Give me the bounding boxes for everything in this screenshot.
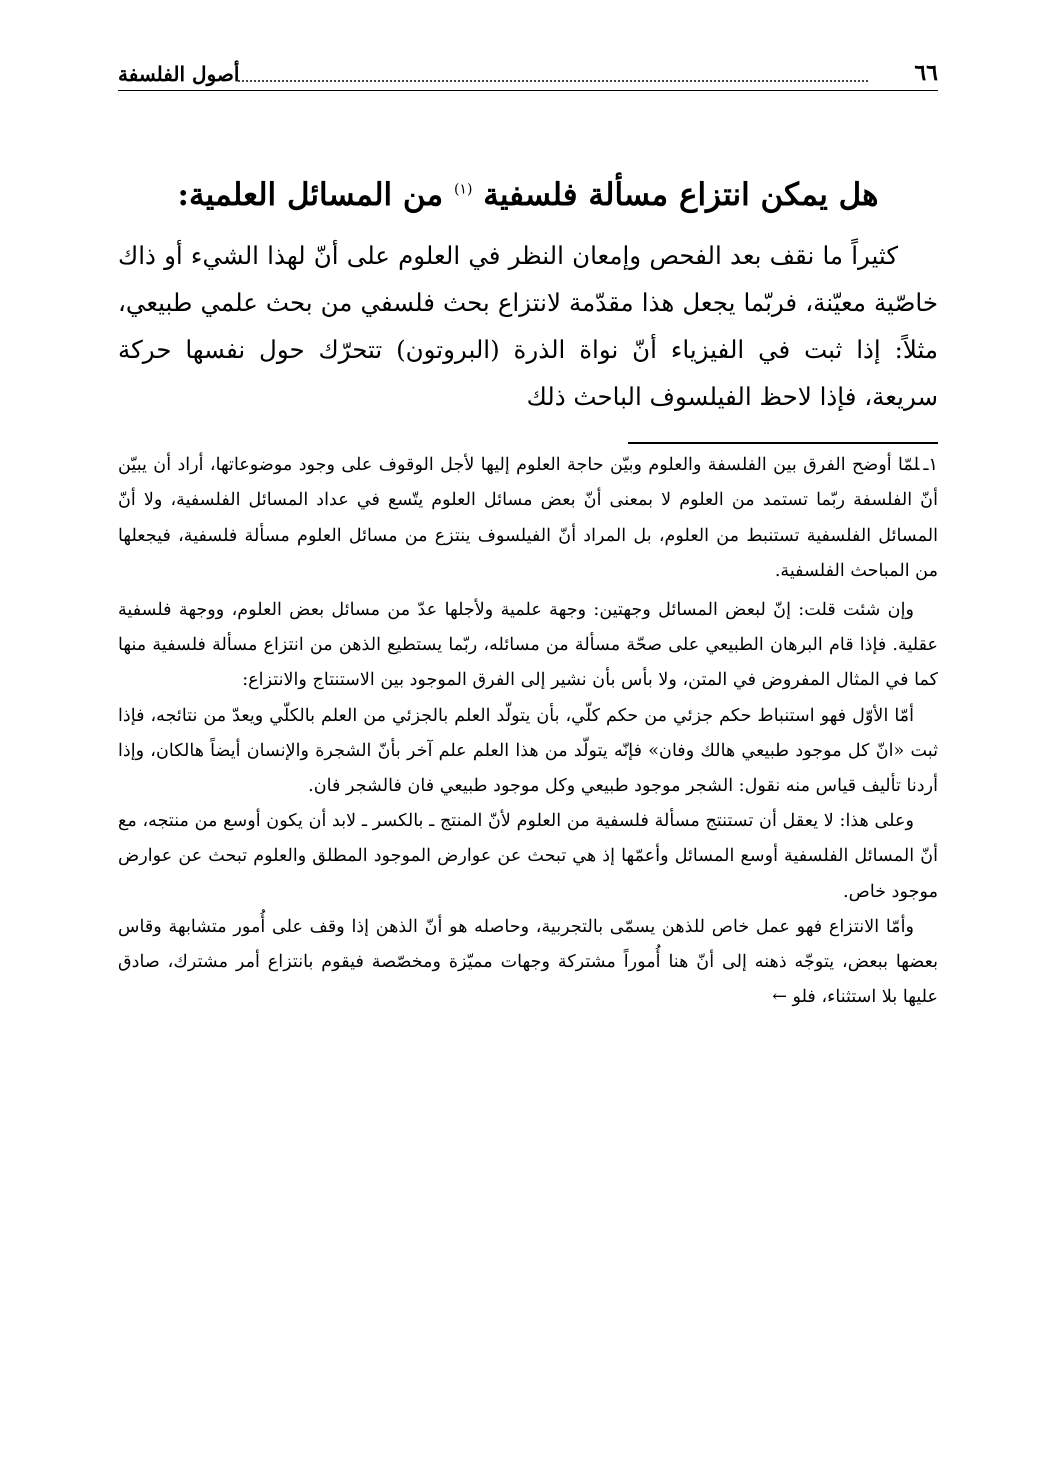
footnote-paragraph-text: لمّا أوضح الفرق بين الفلسفة والعلوم وبيّن حاجة العلوم إليها لأجل الوقوف على وجود موضوعاتها، أراد أن يبيّن أنّ الفلسفة ربّما تستمد من العلوم لا بمعنى أنّ بعض مسائل العلوم يتّسع في عداد المسائل الفلسفية، ولا أنّ المسائل الفلسفية تستنبط من العلوم، بل المراد أنّ الفيلسوف ينتزع من مسائل العلوم مسألة فلسفية، فيجعلها من المباحث الفلسفية. — [118, 455, 938, 581]
header-dotted-leader — [238, 80, 868, 82]
section-title-text: هل يمكن انتزاع مسألة فلسفية — [483, 177, 879, 213]
running-title: أصول الفلسفة — [118, 62, 240, 86]
page-number: ٦٦ — [914, 60, 938, 86]
footnote-paragraph-4: وعلى هذا: لا يعقل أن تستنتج مسألة فلسفية من العلوم لأنّ المنتج ـ بالكسر ـ لابد أن يكون أوسع من منتجه، مع أنّ المسائل الفلسفية أوسع المسائل وأعمّها إذ هي تبحث عن عوارض الموجود المطلق والعلوم تبحث عن عوارض موجود خاص. — [118, 811, 938, 902]
footnote-paragraph-5: وأمّا الانتزاع فهو عمل خاص للذهن يسمّى بالتجربية، وحاصله هو أنّ الذهن إذا وقف على أُمور متشابهة وقاس بعضها ببعض، يتوجّه ذهنه إلى أنّ هنا أُموراً مشتركة وجهات مميّزة ومخصّصة فيقوم بانتزاع أمر مشترك، صادق عليها بلا استثناء، فلو ← — [118, 916, 938, 1008]
footnote-paragraph-1 — [118, 448, 938, 589]
main-paragraph: كثيراً ما نقف بعد الفحص وإمعان النظر في العلوم على أنّ لهذا الشيء أو ذاك خاصّية معيّنة، فربّما يجعل هذا مقدّمة لانتزاع بحث فلسفي من بحث علمي طبيعي، مثلاً: إذا ثبت في الفيزياء أنّ نواة الذرة (البروتون) تتحرّك حول نفسها حركة سريعة، فإذا لاحظ الفيلسوف الباحث ذلك — [118, 241, 938, 412]
footnote-paragraph-3: أمّا الأوّل فهو استنباط حكم جزئي من حكم كلّي، بأن يتولّد العلم بالجزئي من العلم بالكلّي ويعدّ من نتائجه، فإذا ثبت «انّ كل موجود طبيعي هالك وفان» فإنّه يتولّد من هذا العلم علم آخر بأنّ الشجرة والإنسان أيضاً هالكان، وإذا أردنا تأليف قياس منه نقول: الشجر موجود طبيعي وكل موجود طبيعي فان فالشجر فان. — [118, 705, 938, 797]
section-title-end: من المسائل العلمية: — [177, 177, 444, 213]
page-header — [118, 56, 938, 91]
document-page — [118, 56, 938, 1416]
footnote-number: ١ـ — [923, 455, 938, 476]
footnotes — [118, 448, 938, 1015]
footnote-reference: (١) — [453, 181, 473, 198]
footnote-separator — [628, 442, 938, 444]
footnote-paragraph-2: وإن شئت قلت: إنّ لبعض المسائل وجهتين: وجهة علمية ولأجلها عدّ من مسائل بعض العلوم، ووجهة فلسفية عقلية. فإذا قام البرهان الطبيعي على صحّة مسألة من مسائله، ربّما يستطيع الذهن من انتزاع مسألة فلسفية منها كما في المثال المفروض في المتن، ولا بأس بأن نشير إلى الفرق الموجود بين الاستنتاج والانتزاع: — [118, 600, 938, 691]
section-title — [118, 177, 938, 214]
